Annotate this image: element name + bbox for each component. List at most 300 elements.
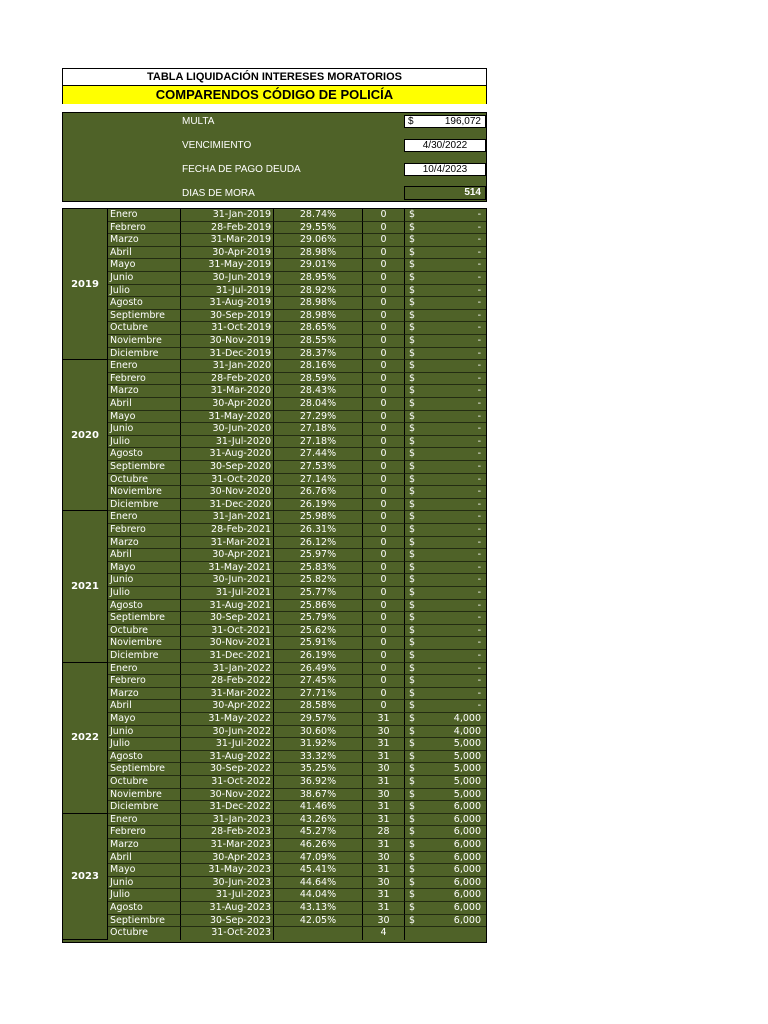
cell-tasa[interactable]: 26.49% xyxy=(274,663,363,676)
cell-mes[interactable]: Diciembre xyxy=(108,801,181,814)
fecha-pago-field[interactable] xyxy=(404,163,486,176)
cell-fecha[interactable]: 30-Sep-2021 xyxy=(181,612,274,625)
cell-mes[interactable]: Junio xyxy=(108,423,181,436)
cell-tasa[interactable]: 28.58% xyxy=(274,700,363,713)
cell-tasa[interactable]: 25.97% xyxy=(274,549,363,562)
cell-fecha[interactable]: 28-Feb-2020 xyxy=(181,373,274,386)
cell-tasa[interactable]: 28.95% xyxy=(274,272,363,285)
cell-dias[interactable]: 0 xyxy=(363,348,405,361)
cell-mes[interactable]: Julio xyxy=(108,436,181,449)
cell-tasa[interactable]: 30.60% xyxy=(274,726,363,739)
cell-fecha[interactable]: 30-Nov-2020 xyxy=(181,486,274,499)
cell-tasa[interactable]: 43.13% xyxy=(274,902,363,915)
cell-dias[interactable]: 0 xyxy=(363,310,405,323)
cell-valor[interactable] xyxy=(405,398,486,411)
cell-tasa[interactable]: 28.92% xyxy=(274,285,363,298)
cell-mes[interactable]: Abril xyxy=(108,398,181,411)
cell-tasa[interactable]: 47.09% xyxy=(274,852,363,865)
cell-tasa[interactable]: 33.32% xyxy=(274,751,363,764)
cell-tasa[interactable]: 28.55% xyxy=(274,335,363,348)
cell-mes[interactable]: Enero xyxy=(108,663,181,676)
cell-dias[interactable]: 0 xyxy=(363,663,405,676)
cell-dias[interactable]: 0 xyxy=(363,486,405,499)
cell-dias[interactable]: 0 xyxy=(363,650,405,663)
cell-fecha[interactable]: 30-Jun-2023 xyxy=(181,877,274,890)
cell-valor[interactable] xyxy=(405,814,486,827)
cell-tasa[interactable]: 27.45% xyxy=(274,675,363,688)
cell-valor[interactable] xyxy=(405,373,486,386)
cell-fecha[interactable]: 31-May-2022 xyxy=(181,713,274,726)
cell-valor[interactable] xyxy=(405,272,486,285)
cell-mes[interactable]: Junio xyxy=(108,272,181,285)
cell-valor[interactable] xyxy=(405,637,486,650)
cell-tasa[interactable]: 41.46% xyxy=(274,801,363,814)
cell-mes[interactable]: Septiembre xyxy=(108,461,181,474)
cell-mes[interactable]: Diciembre xyxy=(108,499,181,512)
cell-fecha[interactable]: 30-Sep-2022 xyxy=(181,763,274,776)
cell-valor[interactable] xyxy=(405,789,486,802)
cell-dias[interactable]: 0 xyxy=(363,385,405,398)
cell-fecha[interactable]: 31-Aug-2023 xyxy=(181,902,274,915)
cell-dias[interactable]: 0 xyxy=(363,537,405,550)
cell-fecha[interactable]: 31-Oct-2023 xyxy=(181,927,274,940)
cell-dias[interactable]: 0 xyxy=(363,612,405,625)
cell-fecha[interactable]: 31-Oct-2021 xyxy=(181,625,274,638)
cell-fecha[interactable]: 31-Aug-2022 xyxy=(181,751,274,764)
cell-mes[interactable]: Julio xyxy=(108,889,181,902)
cell-valor[interactable] xyxy=(405,902,486,915)
cell-dias[interactable]: 0 xyxy=(363,209,405,222)
cell-tasa[interactable]: 25.98% xyxy=(274,511,363,524)
cell-tasa[interactable]: 25.83% xyxy=(274,562,363,575)
cell-valor[interactable] xyxy=(405,423,486,436)
cell-valor[interactable] xyxy=(405,600,486,613)
cell-valor[interactable] xyxy=(405,700,486,713)
cell-valor[interactable] xyxy=(405,486,486,499)
cell-mes[interactable]: Julio xyxy=(108,738,181,751)
cell-valor[interactable] xyxy=(405,385,486,398)
cell-dias[interactable]: 0 xyxy=(363,373,405,386)
cell-tasa[interactable]: 29.55% xyxy=(274,222,363,235)
cell-fecha[interactable]: 31-Jan-2023 xyxy=(181,814,274,827)
cell-mes[interactable]: Abril xyxy=(108,700,181,713)
cell-tasa[interactable]: 28.98% xyxy=(274,297,363,310)
cell-mes[interactable]: Noviembre xyxy=(108,637,181,650)
cell-tasa[interactable]: 27.18% xyxy=(274,436,363,449)
cell-tasa[interactable]: 31.92% xyxy=(274,738,363,751)
cell-fecha[interactable]: 31-Jan-2021 xyxy=(181,511,274,524)
cell-dias[interactable]: 0 xyxy=(363,285,405,298)
cell-valor[interactable] xyxy=(405,650,486,663)
cell-valor[interactable] xyxy=(405,411,486,424)
cell-fecha[interactable]: 30-Nov-2021 xyxy=(181,637,274,650)
cell-fecha[interactable]: 28-Feb-2021 xyxy=(181,524,274,537)
cell-fecha[interactable]: 31-May-2023 xyxy=(181,864,274,877)
cell-fecha[interactable]: 30-Jun-2020 xyxy=(181,423,274,436)
cell-dias[interactable]: 0 xyxy=(363,524,405,537)
cell-mes[interactable]: Septiembre xyxy=(108,763,181,776)
cell-tasa[interactable] xyxy=(274,927,363,940)
cell-fecha[interactable]: 31-May-2019 xyxy=(181,259,274,272)
amount-value: - xyxy=(477,700,481,712)
cell-valor[interactable] xyxy=(405,713,486,726)
cell-tasa[interactable]: 44.64% xyxy=(274,877,363,890)
cell-valor[interactable] xyxy=(405,877,486,890)
cell-tasa[interactable]: 28.16% xyxy=(274,360,363,373)
cell-tasa[interactable]: 38.67% xyxy=(274,789,363,802)
cell-mes[interactable]: Agosto xyxy=(108,902,181,915)
cell-dias[interactable]: 30 xyxy=(363,726,405,739)
cell-mes[interactable]: Junio xyxy=(108,877,181,890)
cell-tasa[interactable]: 28.98% xyxy=(274,247,363,260)
cell-dias[interactable]: 0 xyxy=(363,411,405,424)
cell-mes[interactable]: Febrero xyxy=(108,373,181,386)
cell-dias[interactable]: 28 xyxy=(363,826,405,839)
cell-dias[interactable]: 31 xyxy=(363,801,405,814)
cell-dias[interactable]: 0 xyxy=(363,448,405,461)
cell-dias[interactable]: 31 xyxy=(363,751,405,764)
cell-valor[interactable] xyxy=(405,234,486,247)
cell-mes[interactable]: Febrero xyxy=(108,222,181,235)
cell-dias[interactable]: 30 xyxy=(363,877,405,890)
cell-fecha[interactable]: 28-Feb-2023 xyxy=(181,826,274,839)
cell-tasa[interactable]: 45.41% xyxy=(274,864,363,877)
cell-valor[interactable] xyxy=(405,322,486,335)
cell-mes[interactable]: Octubre xyxy=(108,474,181,487)
cell-valor[interactable] xyxy=(405,474,486,487)
cell-tasa[interactable]: 25.82% xyxy=(274,574,363,587)
cell-tasa[interactable]: 26.19% xyxy=(274,499,363,512)
cell-dias[interactable]: 0 xyxy=(363,436,405,449)
cell-mes[interactable]: Abril xyxy=(108,852,181,865)
cell-tasa[interactable]: 25.86% xyxy=(274,600,363,613)
cell-mes[interactable]: Enero xyxy=(108,814,181,827)
cell-valor[interactable] xyxy=(405,839,486,852)
currency-symbol: $ xyxy=(409,322,416,334)
cell-mes[interactable]: Octubre xyxy=(108,322,181,335)
cell-dias[interactable]: 0 xyxy=(363,272,405,285)
cell-mes[interactable]: Julio xyxy=(108,285,181,298)
cell-tasa[interactable]: 28.43% xyxy=(274,385,363,398)
cell-fecha[interactable]: 31-Mar-2022 xyxy=(181,688,274,701)
cell-tasa[interactable]: 27.14% xyxy=(274,474,363,487)
cell-tasa[interactable]: 44.04% xyxy=(274,889,363,902)
cell-valor[interactable] xyxy=(405,499,486,512)
cell-dias[interactable]: 0 xyxy=(363,259,405,272)
cell-fecha[interactable]: 30-Sep-2019 xyxy=(181,310,274,323)
cell-mes[interactable]: Junio xyxy=(108,574,181,587)
cell-valor[interactable] xyxy=(405,852,486,865)
cell-fecha[interactable]: 30-Apr-2021 xyxy=(181,549,274,562)
cell-valor[interactable] xyxy=(405,448,486,461)
cell-dias[interactable]: 0 xyxy=(363,398,405,411)
table-row xyxy=(108,700,486,713)
cell-dias[interactable]: 4 xyxy=(363,927,405,940)
cell-fecha[interactable]: 30-Nov-2022 xyxy=(181,789,274,802)
cell-mes[interactable]: Noviembre xyxy=(108,486,181,499)
cell-mes[interactable]: Agosto xyxy=(108,600,181,613)
cell-fecha[interactable]: 30-Sep-2020 xyxy=(181,461,274,474)
cell-fecha[interactable]: 31-Dec-2019 xyxy=(181,348,274,361)
cell-dias[interactable]: 30 xyxy=(363,852,405,865)
cell-valor[interactable] xyxy=(405,663,486,676)
cell-tasa[interactable]: 28.74% xyxy=(274,209,363,222)
cell-mes[interactable]: Marzo xyxy=(108,234,181,247)
cell-valor[interactable] xyxy=(405,587,486,600)
cell-dias[interactable]: 0 xyxy=(363,587,405,600)
cell-valor[interactable] xyxy=(405,574,486,587)
cell-mes[interactable]: Mayo xyxy=(108,259,181,272)
cell-fecha[interactable]: 31-Jan-2022 xyxy=(181,663,274,676)
cell-tasa[interactable]: 28.37% xyxy=(274,348,363,361)
cell-dias[interactable]: 0 xyxy=(363,675,405,688)
cell-mes[interactable]: Julio xyxy=(108,587,181,600)
cell-tasa[interactable]: 26.31% xyxy=(274,524,363,537)
cell-fecha[interactable]: 31-Oct-2022 xyxy=(181,776,274,789)
cell-fecha[interactable]: 31-Mar-2023 xyxy=(181,839,274,852)
cell-valor[interactable] xyxy=(405,801,486,814)
cell-tasa[interactable]: 27.18% xyxy=(274,423,363,436)
cell-dias[interactable]: 0 xyxy=(363,461,405,474)
cell-tasa[interactable]: 25.79% xyxy=(274,612,363,625)
cell-fecha[interactable]: 30-Apr-2020 xyxy=(181,398,274,411)
vencimiento-field[interactable] xyxy=(404,139,486,152)
cell-fecha[interactable]: 31-Jul-2023 xyxy=(181,889,274,902)
cell-valor[interactable] xyxy=(405,247,486,260)
cell-valor[interactable] xyxy=(405,688,486,701)
cell-fecha[interactable]: 31-Mar-2021 xyxy=(181,537,274,550)
cell-valor[interactable] xyxy=(405,726,486,739)
cell-tasa[interactable]: 28.98% xyxy=(274,310,363,323)
cell-tasa[interactable]: 26.76% xyxy=(274,486,363,499)
cell-valor[interactable] xyxy=(405,549,486,562)
cell-mes[interactable]: Enero xyxy=(108,511,181,524)
cell-dias[interactable]: 0 xyxy=(363,234,405,247)
cell-valor[interactable] xyxy=(405,864,486,877)
cell-valor[interactable] xyxy=(405,297,486,310)
cell-mes[interactable]: Marzo xyxy=(108,688,181,701)
cell-valor[interactable] xyxy=(405,826,486,839)
cell-fecha[interactable]: 31-May-2021 xyxy=(181,562,274,575)
cell-fecha[interactable]: 31-Oct-2019 xyxy=(181,322,274,335)
cell-fecha[interactable]: 31-Jul-2022 xyxy=(181,738,274,751)
cell-tasa[interactable]: 26.19% xyxy=(274,650,363,663)
cell-fecha[interactable]: 31-Jul-2020 xyxy=(181,436,274,449)
cell-mes[interactable]: Enero xyxy=(108,209,181,222)
cell-dias[interactable]: 0 xyxy=(363,297,405,310)
cell-valor[interactable] xyxy=(405,612,486,625)
cell-dias[interactable]: 0 xyxy=(363,600,405,613)
cell-fecha[interactable]: 30-Apr-2022 xyxy=(181,700,274,713)
cell-valor[interactable] xyxy=(405,776,486,789)
cell-fecha[interactable]: 31-Mar-2020 xyxy=(181,385,274,398)
cell-fecha[interactable]: 31-Aug-2019 xyxy=(181,297,274,310)
cell-mes[interactable]: Septiembre xyxy=(108,915,181,928)
cell-fecha[interactable]: 30-Nov-2019 xyxy=(181,335,274,348)
cell-valor[interactable] xyxy=(405,675,486,688)
cell-fecha[interactable]: 31-Jul-2021 xyxy=(181,587,274,600)
cell-valor[interactable] xyxy=(405,222,486,235)
cell-fecha[interactable]: 31-Jan-2019 xyxy=(181,209,274,222)
cell-valor[interactable] xyxy=(405,360,486,373)
cell-dias[interactable]: 0 xyxy=(363,700,405,713)
cell-dias[interactable]: 0 xyxy=(363,637,405,650)
cell-valor[interactable] xyxy=(405,738,486,751)
cell-mes[interactable]: Noviembre xyxy=(108,335,181,348)
cell-dias[interactable]: 0 xyxy=(363,499,405,512)
cell-tasa[interactable]: 46.26% xyxy=(274,839,363,852)
cell-mes[interactable]: Septiembre xyxy=(108,612,181,625)
cell-fecha[interactable]: 30-Jun-2022 xyxy=(181,726,274,739)
cell-tasa[interactable]: 45.27% xyxy=(274,826,363,839)
cell-fecha[interactable]: 30-Jun-2021 xyxy=(181,574,274,587)
cell-valor[interactable] xyxy=(405,259,486,272)
cell-valor[interactable] xyxy=(405,625,486,638)
cell-valor[interactable] xyxy=(405,461,486,474)
cell-dias[interactable]: 0 xyxy=(363,423,405,436)
cell-fecha[interactable]: 31-Oct-2020 xyxy=(181,474,274,487)
cell-valor[interactable] xyxy=(405,751,486,764)
cell-mes[interactable]: Marzo xyxy=(108,385,181,398)
cell-dias[interactable]: 0 xyxy=(363,322,405,335)
cell-valor[interactable] xyxy=(405,285,486,298)
cell-dias[interactable]: 0 xyxy=(363,360,405,373)
cell-mes[interactable]: Febrero xyxy=(108,524,181,537)
cell-tasa[interactable]: 28.65% xyxy=(274,322,363,335)
cell-fecha[interactable]: 31-Dec-2021 xyxy=(181,650,274,663)
cell-valor[interactable] xyxy=(405,524,486,537)
cell-fecha[interactable]: 28-Feb-2022 xyxy=(181,675,274,688)
cell-mes[interactable]: Abril xyxy=(108,247,181,260)
cell-fecha[interactable]: 30-Jun-2019 xyxy=(181,272,274,285)
cell-dias[interactable]: 0 xyxy=(363,511,405,524)
cell-valor[interactable] xyxy=(405,348,486,361)
cell-tasa[interactable]: 28.04% xyxy=(274,398,363,411)
cell-dias[interactable]: 30 xyxy=(363,915,405,928)
cell-mes[interactable]: Octubre xyxy=(108,927,181,940)
cell-valor[interactable] xyxy=(405,511,486,524)
cell-tasa[interactable]: 27.44% xyxy=(274,448,363,461)
cell-dias[interactable]: 31 xyxy=(363,889,405,902)
amount-value: - xyxy=(477,410,481,422)
cell-mes[interactable]: Agosto xyxy=(108,297,181,310)
cell-dias[interactable]: 31 xyxy=(363,738,405,751)
cell-fecha[interactable]: 31-Jan-2020 xyxy=(181,360,274,373)
cell-tasa[interactable]: 27.29% xyxy=(274,411,363,424)
cell-mes[interactable]: Septiembre xyxy=(108,310,181,323)
cell-fecha[interactable]: 28-Feb-2019 xyxy=(181,222,274,235)
cell-valor[interactable] xyxy=(405,209,486,222)
dias-mora-field[interactable] xyxy=(404,186,486,200)
cell-dias[interactable]: 31 xyxy=(363,839,405,852)
cell-mes[interactable]: Diciembre xyxy=(108,650,181,663)
cell-valor[interactable] xyxy=(405,537,486,550)
cell-dias[interactable]: 31 xyxy=(363,864,405,877)
cell-dias[interactable]: 0 xyxy=(363,562,405,575)
cell-tasa[interactable]: 25.91% xyxy=(274,637,363,650)
cell-valor[interactable] xyxy=(405,335,486,348)
cell-mes[interactable]: Febrero xyxy=(108,826,181,839)
cell-valor[interactable] xyxy=(405,436,486,449)
cell-valor[interactable] xyxy=(405,927,486,940)
cell-dias[interactable]: 0 xyxy=(363,688,405,701)
multa-field[interactable] xyxy=(404,115,486,128)
cell-valor[interactable] xyxy=(405,562,486,575)
cell-mes[interactable]: Marzo xyxy=(108,537,181,550)
cell-tasa[interactable]: 42.05% xyxy=(274,915,363,928)
cell-tasa[interactable]: 25.77% xyxy=(274,587,363,600)
cell-mes[interactable]: Agosto xyxy=(108,751,181,764)
cell-fecha[interactable]: 31-Mar-2019 xyxy=(181,234,274,247)
cell-tasa[interactable]: 29.06% xyxy=(274,234,363,247)
cell-dias[interactable]: 0 xyxy=(363,474,405,487)
cell-dias[interactable]: 31 xyxy=(363,902,405,915)
cell-dias[interactable]: 0 xyxy=(363,335,405,348)
cell-fecha[interactable]: 31-Dec-2020 xyxy=(181,499,274,512)
cell-dias[interactable]: 0 xyxy=(363,247,405,260)
cell-fecha[interactable]: 30-Sep-2023 xyxy=(181,915,274,928)
cell-mes[interactable]: Agosto xyxy=(108,448,181,461)
cell-tasa[interactable]: 29.01% xyxy=(274,259,363,272)
amount-value: 6,000 xyxy=(453,826,481,838)
cell-fecha[interactable]: 30-Apr-2019 xyxy=(181,247,274,260)
cell-valor[interactable] xyxy=(405,889,486,902)
cell-dias[interactable]: 0 xyxy=(363,549,405,562)
cell-dias[interactable]: 30 xyxy=(363,763,405,776)
cell-mes[interactable]: Mayo xyxy=(108,562,181,575)
cell-mes[interactable]: Diciembre xyxy=(108,348,181,361)
cell-mes[interactable]: Octubre xyxy=(108,625,181,638)
cell-dias[interactable]: 31 xyxy=(363,713,405,726)
cell-tasa[interactable]: 43.26% xyxy=(274,814,363,827)
cell-mes[interactable]: Junio xyxy=(108,726,181,739)
cell-mes[interactable]: Mayo xyxy=(108,411,181,424)
cell-fecha[interactable]: 31-May-2020 xyxy=(181,411,274,424)
cell-dias[interactable]: 31 xyxy=(363,776,405,789)
amount-value: 5,000 xyxy=(453,750,481,762)
cell-dias[interactable]: 0 xyxy=(363,574,405,587)
cell-valor[interactable] xyxy=(405,310,486,323)
cell-dias[interactable]: 30 xyxy=(363,789,405,802)
cell-tasa[interactable]: 25.62% xyxy=(274,625,363,638)
cell-fecha[interactable]: 30-Apr-2023 xyxy=(181,852,274,865)
cell-dias[interactable]: 0 xyxy=(363,222,405,235)
cell-dias[interactable]: 0 xyxy=(363,625,405,638)
cell-tasa[interactable]: 27.53% xyxy=(274,461,363,474)
cell-mes[interactable]: Febrero xyxy=(108,675,181,688)
cell-mes[interactable]: Octubre xyxy=(108,776,181,789)
cell-fecha[interactable]: 31-Jul-2019 xyxy=(181,285,274,298)
cell-tasa[interactable]: 28.59% xyxy=(274,373,363,386)
cell-tasa[interactable]: 36.92% xyxy=(274,776,363,789)
cell-mes[interactable]: Abril xyxy=(108,549,181,562)
cell-mes[interactable]: Noviembre xyxy=(108,789,181,802)
cell-fecha[interactable]: 31-Dec-2022 xyxy=(181,801,274,814)
cell-valor[interactable] xyxy=(405,763,486,776)
cell-valor[interactable] xyxy=(405,915,486,928)
cell-tasa[interactable]: 29.57% xyxy=(274,713,363,726)
cell-mes[interactable]: Enero xyxy=(108,360,181,373)
cell-dias[interactable]: 31 xyxy=(363,814,405,827)
cell-mes[interactable]: Mayo xyxy=(108,864,181,877)
cell-fecha[interactable]: 31-Aug-2021 xyxy=(181,600,274,613)
cell-mes[interactable]: Mayo xyxy=(108,713,181,726)
cell-tasa[interactable]: 26.12% xyxy=(274,537,363,550)
cell-tasa[interactable]: 27.71% xyxy=(274,688,363,701)
cell-mes[interactable]: Marzo xyxy=(108,839,181,852)
cell-fecha[interactable]: 31-Aug-2020 xyxy=(181,448,274,461)
cell-tasa[interactable]: 35.25% xyxy=(274,763,363,776)
